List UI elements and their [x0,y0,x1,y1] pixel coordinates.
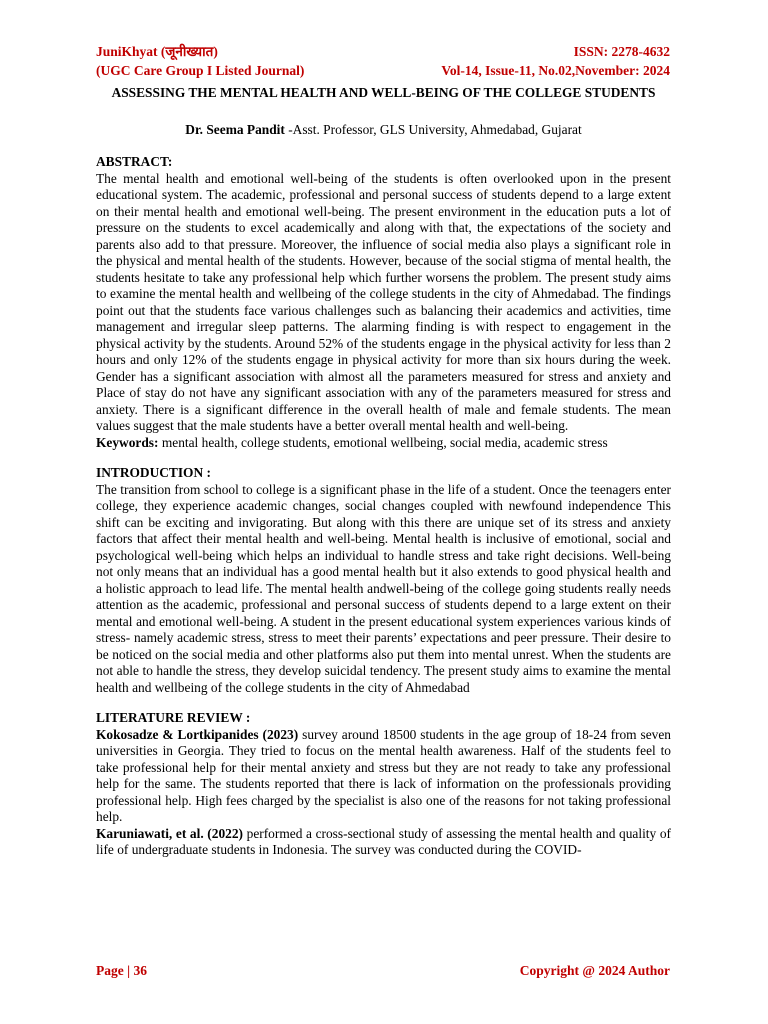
keywords-text: mental health, college students, emotional wellbeing, social media, academic stress [158,434,608,450]
journal-listing: (UGC Care Group I Listed Journal) [96,63,305,78]
reference-text: survey around 18500 students in the age group of 18-24 from seven universities in Georgia. They tried to focus on the mental health awareness. Half of the students feel to take professional help for their mental anxiety and stress but they are not ready to take any professional help for the same. The students reported that there is lack of information on the professionals providing professional help. High fees charged by the specialist is also one of the reasons for not taking professional help. [96,726,672,824]
reference-paragraph [96,727,671,826]
literature-heading: LITERATURE REVIEW : [96,710,251,725]
copyright: Copyright @ 2024 Author [519,963,670,978]
abstract-heading: ABSTRACT: [96,154,173,169]
article-body [96,85,671,859]
header-right [441,42,670,80]
article-title: ASSESSING THE MENTAL HEALTH AND WELL-BEING OF THE COLLEGE STUDENTS [111,85,656,100]
issn: ISSN: 2278-4632 [573,44,670,59]
reference-text: performed a cross-sectional study of assessing the mental health and quality of life of undergraduate students in Indonesia. The survey was conducted during the COVID- [96,825,671,857]
author-line [96,122,671,139]
abstract-text: The mental health and emotional well-being of the students is often overlooked upon in the present educational system. The academic, professional and personal success of students depend to a large extent on their mental health and emotional well-being. The present environment in the education puts a lot of pressure on the students to excel academically and along with that, the expectations of the society and parents also add to that pressure. Moreover, the influence of social media also plays a significant role in the physical and mental health of the students. However, because of the social stigma of mental health, the students hesitate to take any professional help which further worsens the problem. The present study aims to examine the mental health and wellbeing of the college students in the city of Ahmedabad. The findings point out that the students face various challenges such as balancing their academics and activities, time management and irregular sleep patterns. The alarming finding is with respect to engagement in the physical activity by the students. Around 52% of the students engage in the physical activity for less than 2 hours and only 12% of the students engage in physical activity for more than six hours during the week. Gender has a significant association with almost all the parameters measured for stress and anxiety and Place of stay do not have any significant association with any of the parameters measured for stress and anxiety. There is a significant difference in the overall health of male and female students. The mean values suggest that the male students have a better overall mental health and well-being. [96,170,671,433]
page-number: Page | 36 [96,963,147,978]
keywords-label: Keywords: [96,434,159,450]
reference-paragraph [96,826,671,859]
header-left [96,42,304,80]
introduction-heading: INTRODUCTION : [96,465,211,480]
author-name: Dr. Seema Pandit [185,121,285,137]
keywords-line [96,435,671,452]
volume-issue: Vol-14, Issue-11, No.02,November: 2024 [441,63,670,78]
reference-authors: Kokosadze & Lortkipanides (2023) [96,726,299,742]
reference-authors: Karuniawati, et al. (2022) [96,825,243,841]
introduction-text: The transition from school to college is a significant phase in the life of a student. Once the teenagers enter college, they experience academic changes, social changes coupled with newfound independence This shift can be exciting and invigorating. But along with this there are unique set of its stress and anxiety factors that affect their mental health and well-being. Mental health is inclusive of emotional, social and psychological well-being which helps an individual to handle stress and take right decisions. Well-being not only means that an individual has a good mental health but it also extends to good physical health and a holistic approach to lead life. The mental health andwell-being of the college going students really needs attention as the academic, professional and personal success of students depend to a large extent on their mental and emotional well-being. A student in the present educational system experiences various kinds of stress- namely academic stress, stress to meet their parents’ expectations and peer pressure. Their desire to be noticed on the social media and other platforms also put them into mental unrest. When the students are not able to handle the stress, they develop suicidal tendency. The present study aims to examine the mental health and wellbeing of the college students in the city of Ahmedabad [96,481,671,695]
journal-name: JuniKhyat (जूनीख्यात) [96,44,218,59]
author-affiliation: -Asst. Professor, GLS University, Ahmedabad, Gujarat [284,121,582,137]
